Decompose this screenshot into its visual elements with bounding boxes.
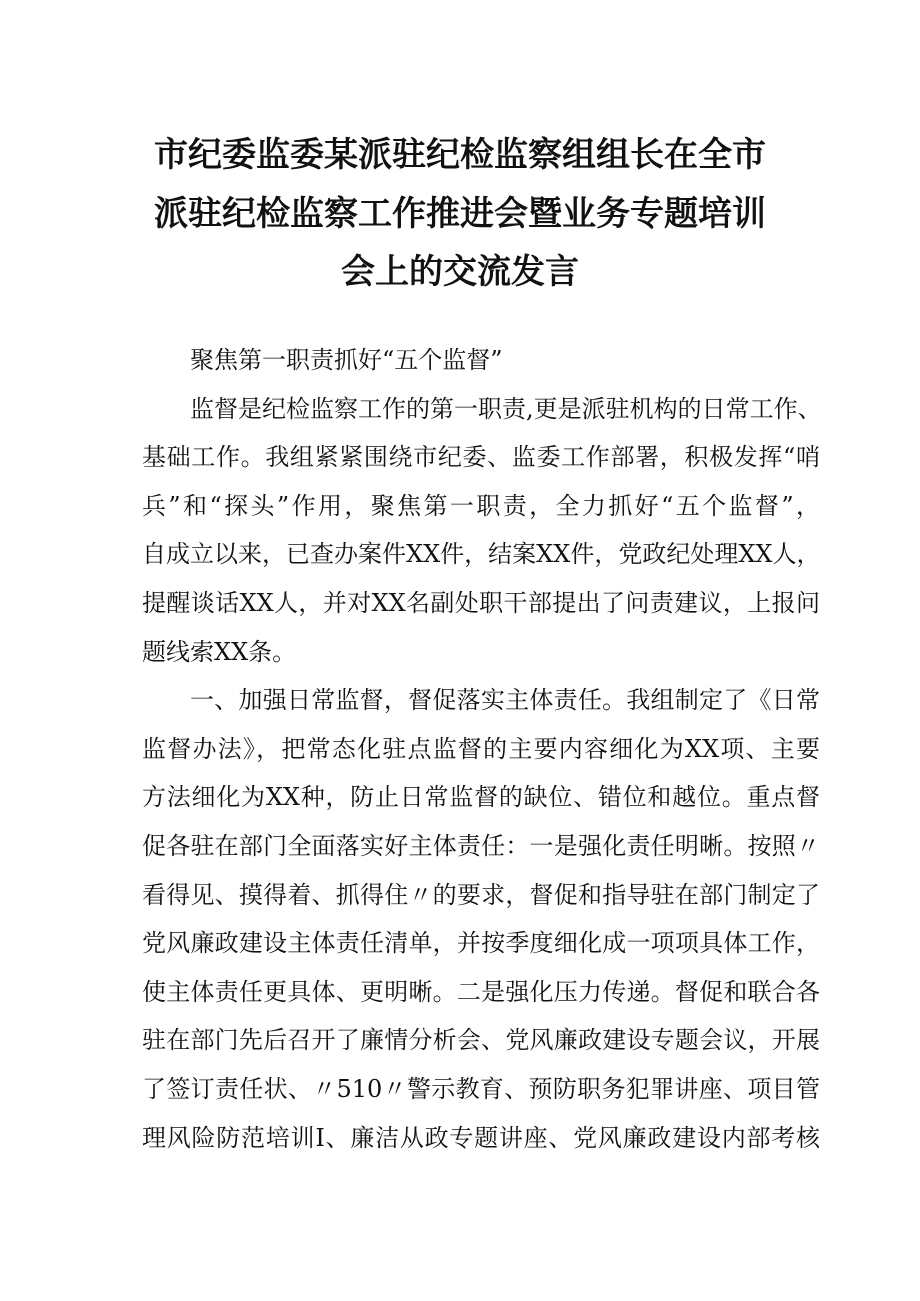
paragraph-line: 了签订责任状、〃510〃警示教育、预防职务犯罪讲座、项目管 [142,1074,820,1103]
title-line-3: 会上的交流发言 [341,252,579,292]
paragraph-line: 党风廉政建设主体责任清单，并按季度细化成一项项具体工作， [142,929,820,958]
title-line-1: 市纪委监委某派驻纪检监察组组长在全市 [154,135,766,175]
document-title [0,126,920,302]
paragraph-line: 方法细化为XX种，防止日常监督的缺位、错位和越位。重点督 [142,783,820,812]
paragraph-line: 使主体责任更具体、更明晰。二是强化压力传递。督促和联合各 [142,977,820,1006]
paragraph-line: 一、加强日常监督，督促落实主体责任。我组制定了《日常 [190,686,820,715]
paragraph-line: 自成立以来，已查办案件XX件，结案XX件，党政纪处理XX人， [142,540,821,569]
paragraph-line: 兵”和“探头”作用，聚焦第一职责，全力抓好“五个监督”， [142,491,820,520]
paragraph-line: 监督办法》，把常态化驻点监督的主要内容细化为XX项、主要 [142,734,820,763]
paragraph-line: 促各驻在部门全面落实好主体责任：一是强化责任明晰。按照〃 [142,831,820,860]
paragraph-line: 理风险防范培训I、廉洁从政专题讲座、党风廉政建设内部考核 [142,1123,820,1152]
document-body [142,336,820,1162]
paragraph-line: 基础工作。我组紧紧围绕市纪委、监委工作部署，积极发挥“哨 [142,443,820,472]
paragraph-line: 提醒谈话XX人，并对XX名副处职干部提出了问责建议，上报问 [142,588,820,617]
section-heading: 聚焦第一职责抓好“五个监督” [190,346,503,374]
paragraph-line: 驻在部门先后召开了廉情分析会、党风廉政建设专题会议，开展 [142,1026,820,1055]
paragraph-line: 监督是纪检监察工作的第一职责,更是派驻机构的日常工作、 [190,394,822,423]
paragraph-line: 题线索XX条。 [142,637,297,666]
title-line-2: 派驻纪检监察工作推进会暨业务专题培训 [154,193,766,234]
paragraph-line: 看得见、摸得着、抓得住〃的要求，督促和指导驻在部门制定了 [142,880,820,909]
